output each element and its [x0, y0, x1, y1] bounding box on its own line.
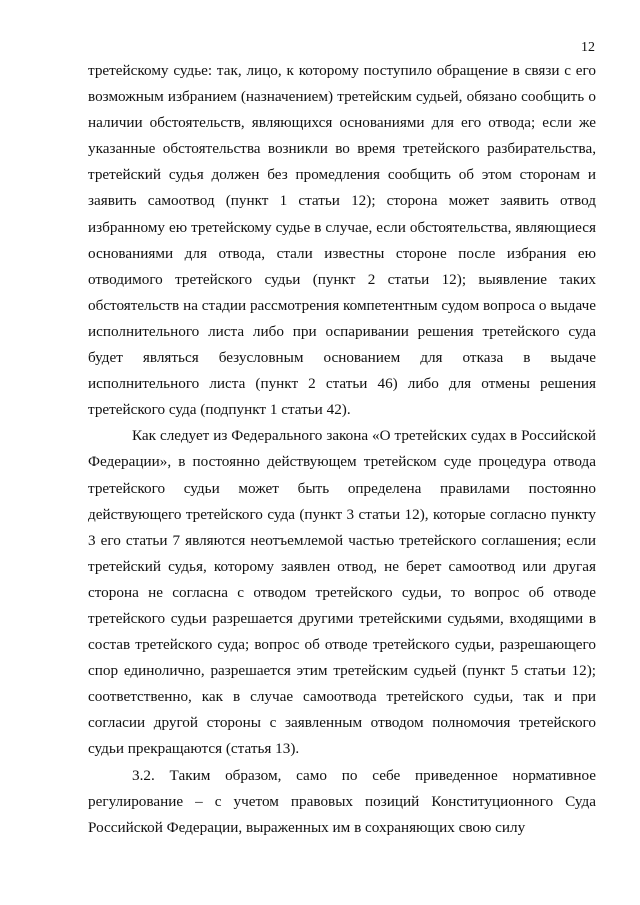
paragraph-federal-law: Как следует из Федерального закона «О третейских судах в Российской Федерации», в постоянно действующем третейском суде процедура отвода третейского судьи может быть определена правилами постоянно действующего третейского суда (пункт 3 статьи 12), которые согласно пункту 3 его статьи 7 являются неотъемлемой частью третейского соглашения; если третейский судья, которому заявлен отвод, не берет самоотвод или другая сторона не согласна с отводом третейского судьи, то вопрос об отводе третейского судьи разрешается другими третейскими судьями, входящими в состав третейского суда; вопрос об отводе третейского судьи, разрешающего спор единолично, разрешается этим третейским судьей (пункт 5 статьи 12); соответственно, как в случае самоотвода третейского судьи, так и при согласии другой стороны с заявленным отводом полномочия третейского судьи прекращаются (статья 13). [88, 427, 596, 758]
paragraph-section-3-2: 3.2. Таким образом, само по себе приведенное нормативное регулирование – с учетом правовых позиций Конституционного Суда Российской Федерации, выраженных им в сохраняющих свою силу [88, 766, 596, 836]
paragraph-continuation: третейскому судье: так, лицо, к которому поступило обращение в связи с его возможным избранием (назначением) третейским судьей, обязано сообщить о наличии обстоятельств, являющихся основаниями для его отвода; если же указанные обстоятельства возникли во время третейского разбирательства, третейский судья должен без промедления сообщить об этом сторонам и заявить самоотвод (пункт 1 статьи 12); сторона может заявить отвод избранному ею третейскому судье в случае, если обстоятельства, являющиеся основаниями для отвода, стали известны стороне после избрания ею отводимого третейского судьи (пункт 2 статьи 12); выявление таких обстоятельств на стадии рассмотрения компетентным судом вопроса о выдаче исполнительного листа либо при оспаривании решения третейского суда будет являться безусловным основанием для отказа в выдаче исполнительного листа (пункт 2 статьи 46) либо для отмены решения третейского суда (подпункт 1 статьи 42). [88, 62, 596, 419]
page-number: 12 [581, 40, 595, 55]
document-body [88, 58, 596, 841]
